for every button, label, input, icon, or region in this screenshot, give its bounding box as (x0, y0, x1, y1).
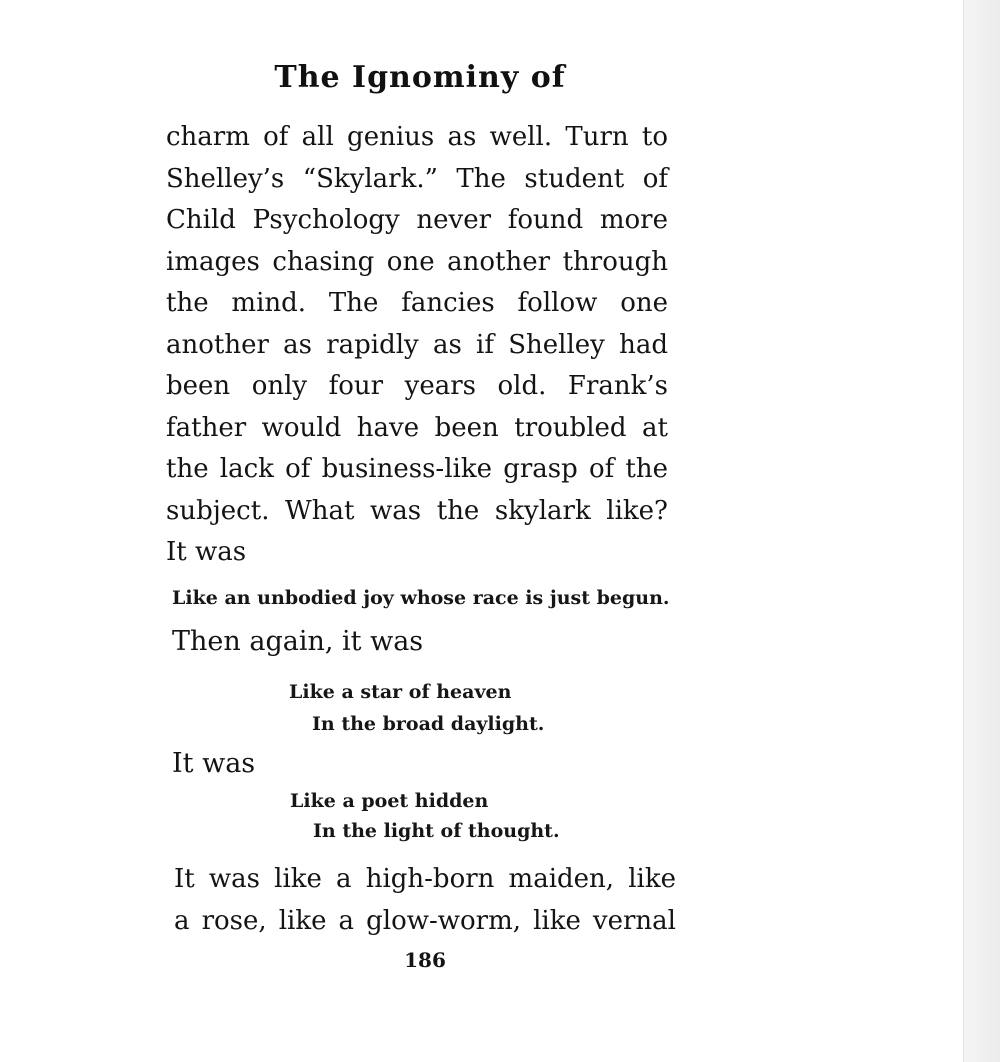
paragraph-1 (166, 117, 668, 574)
text-line: Shelley’s “Skylark.” The student of (166, 163, 668, 194)
text-line: the mind. The fancies follow one (166, 288, 668, 318)
text-line: subject. What was the skylark like? (166, 495, 668, 526)
text-line: It was (172, 748, 256, 779)
text-line: It was (166, 537, 247, 567)
text-line: images chasing one another through (166, 246, 668, 277)
page-number: 186 (404, 948, 446, 972)
text-line: Child Psychology never found more (166, 205, 668, 235)
verse-line: In the light of thought. (313, 820, 560, 842)
running-head: The Ignominy of (274, 60, 566, 95)
verse-line: Like a star of heaven (289, 681, 512, 703)
text-line: another as rapidly as if Shelley had (166, 329, 668, 360)
verse-line: Like a poet hidden (290, 790, 489, 812)
text-line: Then again, it was (172, 626, 424, 657)
verse-line: In the broad daylight. (312, 713, 545, 735)
text-line: the lack of business-like grasp of the (166, 454, 668, 484)
text-line: It was like a high-born maiden, like (174, 864, 676, 894)
text-line: charm of all genius as well. Turn to (166, 122, 668, 152)
paragraph-2 (174, 859, 676, 942)
quote-line: Like an unbodied joy whose race is just begun. (172, 587, 670, 609)
text-line: been only four years old. Frank’s (166, 371, 668, 401)
text-line: a rose, like a glow-worm, like vernal (174, 905, 676, 936)
page-edge (963, 0, 1000, 1062)
text-line: father would have been troubled at (166, 412, 668, 443)
